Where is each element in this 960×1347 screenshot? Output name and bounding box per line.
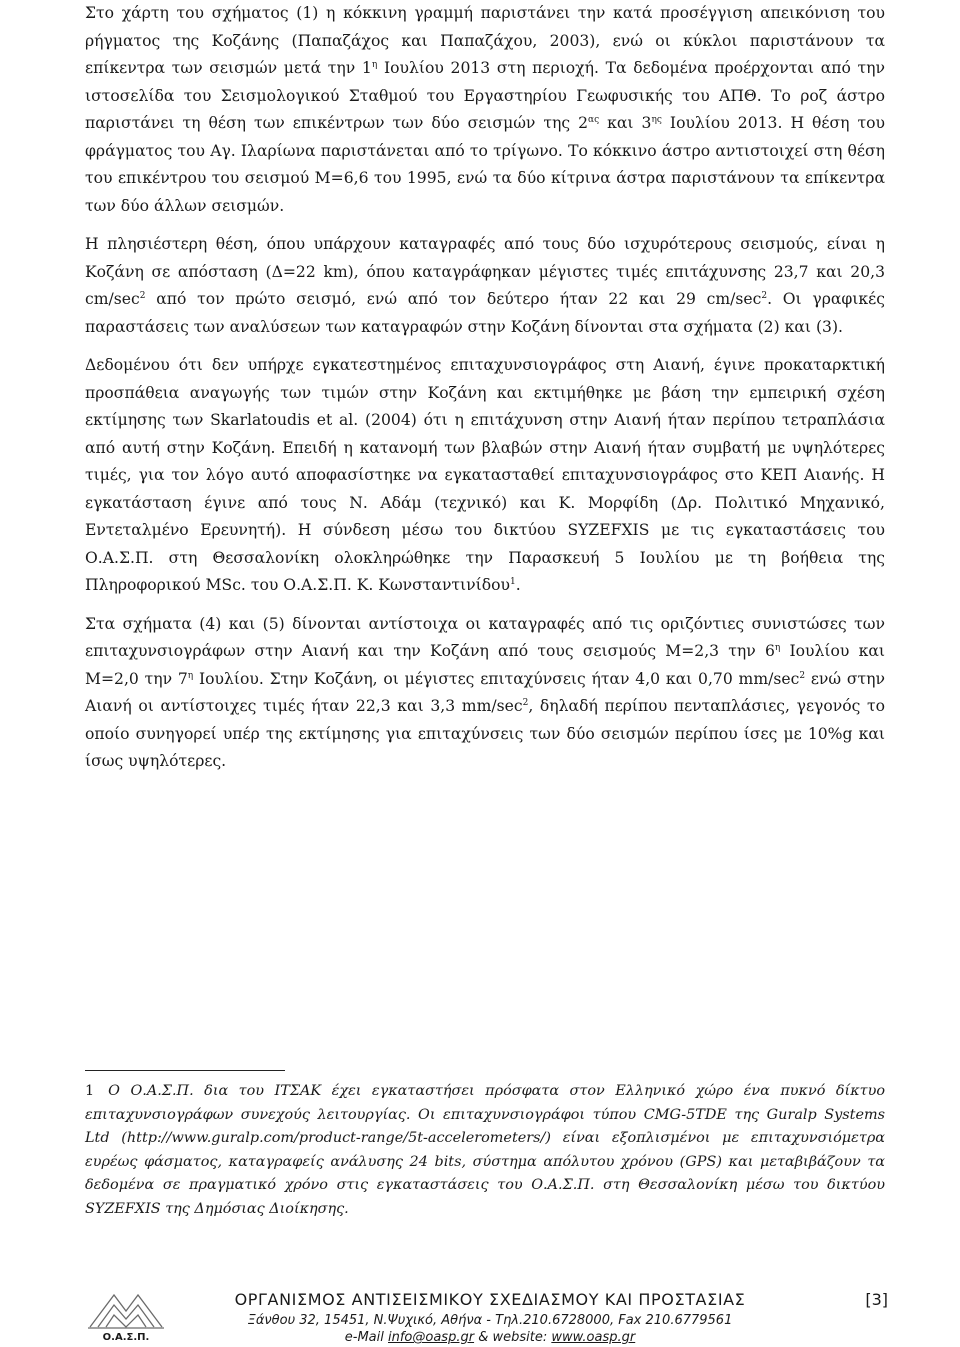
superscript: ης	[651, 115, 662, 125]
organization-name: ΟΡΓΑΝΙΣΜΟΣ ΑΝΤΙΣΕΙΣΜΙΚΟΥ ΣΧΕΔΙΑΣΜΟΥ ΚΑΙ ΠΡΟΣΤΑΣΙΑΣ	[234, 1290, 746, 1309]
footnote-reference[interactable]: 1	[510, 577, 516, 587]
footnote-separator	[85, 1070, 285, 1071]
text-run: από τον πρώτο σεισμό, ενώ από τον δεύτερο ήταν 22 και 29 cm/sec	[145, 290, 762, 308]
superscript: 2	[139, 291, 146, 301]
contact-line	[180, 1330, 800, 1345]
superscript: η	[187, 670, 194, 681]
superscript: ας	[588, 115, 600, 125]
text-run: Ιουλίου. Στην Κοζάνη, οι μέγιστες επιταχύνσεις ήταν 4,0 και 0,70 mm/sec	[193, 669, 800, 688]
text-run: Ιουλίου 2013 στη περιοχή. Τα δεδομένα προέρχονται από την ιστοσελίδα του Σεισμολογικού Σταθμού του Εργαστηρίου Γεωφυσικής του ΑΠΘ. Το ροζ άστρο παριστάνει τη θέση των επικέντρων των δύο σεισμών της 2	[85, 59, 885, 132]
superscript: 2	[761, 291, 768, 301]
oasp-logo-graphic	[86, 1287, 166, 1343]
superscript: η	[371, 60, 378, 70]
text-run: Ιουλίου και M=2,0 την 7	[85, 642, 885, 688]
footnote-text: Ο Ο.Α.Σ.Π. δια του ΙΤΣΑΚ έχει εγκαταστήσει πρόσφατα στον Ελληνικό χώρο ένα πυκνό δίκτυο επιταχυνσιογράφων συνεχούς λειτουργίας. Οι επιταχυνσιογράφοι τύπου CMG-5TDE της Guralp Systems Ltd (http://www.guralp.com/product-range/5t-accelerometers/) είναι εξοπλισμένοι με επιταχυνσιόμετρα ευρέως φάσματος, καταγραφείς ανάλυσης 24 bits, σύστημα απόλυτου χρόνου (GPS) και μεταβιβάζουν τα δεδομένα σε πραγματικό χρόνο στις εγκαταστάσεις του Ο.Α.Σ.Π. στη Θεσσαλονίκη μέσω του δικτύου SYZEFXIS της Δημόσιας Διοίκησης.	[85, 1083, 885, 1217]
paragraph-figure-1-description	[85, 0, 885, 220]
superscript: 2	[799, 670, 806, 681]
logo-text: Ο.Α.Σ.Π.	[102, 1332, 150, 1343]
text-run: Στα σχήματα (4) και (5) δίνονται αντίστοιχα οι καταγραφές από τις οριζόντιες συνιστώσες των επιταχυνσιογράφων στην Αιανή και την Κοζάνη από τους σεισμούς M=2,3 την 6	[85, 614, 885, 660]
superscript: η	[774, 643, 781, 653]
text-run: Η πλησιέστερη θέση, όπου υπάρχουν καταγραφές από τους δύο ισχυρότερους σεισμούς, είναι η Κοζάνη σε απόσταση (Δ=22 km), όπου καταγράφηκαν μέγιστες τιμές επιτάχυνσης 23,7 και 20,3 cm/sec	[85, 235, 885, 308]
email-link[interactable]: info@oasp.gr	[388, 1330, 475, 1345]
paragraph-figures-4-5	[85, 611, 885, 776]
organization-address: Ξάνθου 32, 15451, Ν.Ψυχικό, Αθήνα - Τηλ.210.6728000, Fax 210.6779561	[247, 1313, 733, 1328]
page-number: [3]	[865, 1290, 888, 1309]
oasp-logo	[86, 1287, 166, 1343]
text-run: Δεδομένου ότι δεν υπήρχε εγκατεστημένος επιταχυνσιογράφος στη Αιανή, έγινε προκαταρκτική προσπάθεια αναγωγής των τιμών στην Κοζάνη και εκτιμήθηκε με βάση την εμπειρική σχέση εκτίμησης των Skarlatoudis et al. (2004) ότι η επιτάχυνση στην Αιανή ήταν περίπου τετραπλάσια από αυτή στην Κοζάνη. Επειδή η κατανομή των βλαβών στην Αιανή ήταν συμβατή με υψηλότερες τιμές, για τον λόγο αυτό αποφασίστηκε να εγκατασταθεί επιταχυνσιογράφος στο ΚΕΠ Αιανής. Η εγκατάσταση έγινε από τους Ν. Αδάμ (τεχνικό) και Κ. Μορφίδη (Δρ. Πολιτικό Μηχανικό, Εντεταλμένο Ερευνητή). Η σύνδεση μέσω του δικτύου SYZEFXIS με τις εγκαταστάσεις του Ο.Α.Σ.Π. στη Θεσσαλονίκη ολοκληρώθηκε την Παρασκευή 5 Ιουλίου με τη βοήθεια της Πληροφορικού MSc. του Ο.Α.Σ.Π. Κ. Κωνσταντινίδου	[85, 356, 885, 594]
email-label: e-Mail	[344, 1330, 388, 1345]
website-label: & website:	[474, 1330, 552, 1345]
footnote-number: 1	[85, 1083, 95, 1099]
paragraph-aiani-accelerograph	[85, 352, 885, 600]
superscript: 2	[522, 698, 529, 708]
document-body	[85, 0, 885, 776]
text-run: . Οι γραφικές παραστάσεις των αναλύσεων των καταγραφών στην Κοζάνη δίνονται στα σχήματα (2) και (3).	[85, 290, 885, 336]
page-footer	[0, 1283, 960, 1347]
text-run: Στο χάρτη του σχήματος (1) η κόκκινη γραμμή παριστάνει την κατά προσέγγιση απεικόνιση του ρήγματος της Κοζάνης (Παπαζάχος και Παπαζάχου, 2003), ενώ οι κύκλοι παριστάνουν τα επίκεντρα των σεισμών μετά την 1	[85, 4, 885, 77]
text-run: και 3	[599, 114, 652, 132]
text-run: Ιουλίου 2013. Η θέση του φράγματος του Αγ. Ιλαρίωνα παριστάνεται από το τρίγωνο. Το κόκκινο άστρο αντιστοιχεί στη θέση του επικέντρου του σεισμού M=6,6 του 1995, ενώ τα δύο κίτρινα άστρα παριστάνουν τα επίκεντρα των δύο άλλων σεισμών.	[85, 114, 885, 215]
footnote	[85, 1080, 885, 1222]
text-run: , δηλαδή περίπου πενταπλάσιες, γεγονός το οποίο συνηγορεί υπέρ της εκτίμησης για επιταχύνσεις των δύο σεισμών περίπου ίσες με 10%g και ίσως υψηλότερες.	[85, 697, 885, 770]
text-run: ενώ στην Αιανή οι αντίστοιχες τιμές ήταν 22,3 και 3,3 mm/sec	[85, 669, 886, 715]
website-link[interactable]: www.oasp.gr	[551, 1330, 636, 1345]
paragraph-kozani-records	[85, 231, 885, 341]
text-run: .	[515, 576, 521, 594]
